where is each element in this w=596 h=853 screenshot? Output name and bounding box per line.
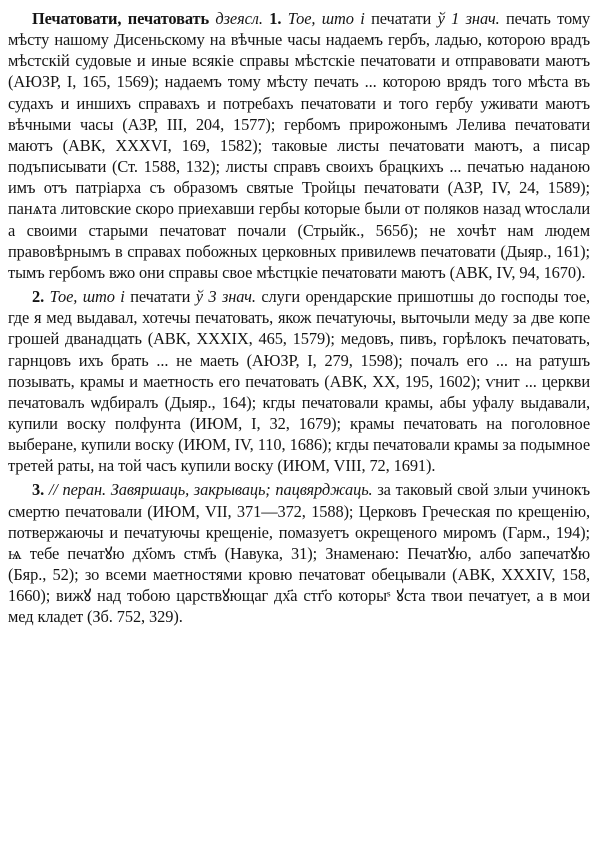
sense-reference-label: знач.	[221, 287, 256, 307]
sense-citations: печать тому мѣсту нашому Дисеньскому на вѣчные часы надаемъ гербъ, ладью, которою врадъ мѣстскій судовые и иные всякіе справы мѣстскіе печатовати и отправовати маютъ (АЮЗР, І, 165, 1569); надаемъ тому мѣсту печать ... которою врядъ того мѣста въ судахъ и иншихъ справахъ и потребахъ печатовати и того гербу уживати маютъ вѣчными часы (АЗР, ІІІ, 204, 1577); гербомъ прирожонымъ Лелива печатовати маютъ (АВК, XXXVI, 169, 1582); таковые листы печатовати маютъ, а писар подъписывати (Ст. 1588, 132); листы справъ своихъ брацкихъ ... печатью наданою имъ отъ патріарха съ образомъ святые Тройцы печатовати (АЗР, IV, 24, 1589); панѧта литовские скоро приехавши гербы которые были от поляков назад ѡтослали а своими старыми печатоват почали (Стрыйк., 565б); не хочѣт нам людем правовѣрнымъ в справах побожных церковных привилеѡв печатовати (Дыяр., 161); тымъ гербомъ вжо они справы свое мѣстцкіе печатовати маютъ (АВК, IV, 94, 1670).	[8, 9, 591, 282]
sense-definition: Тое, што і	[49, 287, 125, 307]
part-of-speech: дзеясл.	[215, 9, 263, 28]
sense-3	[8, 479, 590, 627]
sense-definition-word: печатати	[130, 287, 191, 307]
sense-2	[8, 286, 590, 476]
sense-citations: за таковый свой злыи учинокъ смертю печатовали (ИЮМ, VII, 371—372, 1588); Церковъ Греческая по крещенію, потвержаючы и печатуючы крещеніе, помазуетъ окрещеного миромъ (Гарм., 194); ѩ тебе печатꙋю дх҃омъ стм҃ъ (Навука, 31); Знаменаю: Печатꙋю, албо запечатꙋю (Бяр., 52); зо всеми маетностями кровю печатоват обецывали (АВК, XXXIV, 158, 1660); вижꙋ над тобою царствꙋющаг дх҃а стг҃о которыˢ ꙋста твои печатует, а в мои мед кладет (Зб. 752, 329).	[8, 480, 591, 627]
sense-reference: ў 3	[195, 287, 217, 307]
sense-reference-label: знач.	[465, 9, 500, 28]
headword: Печатовати, печатовать	[32, 9, 210, 28]
dictionary-entry	[8, 8, 590, 628]
sense-citations: слуги орендарские пришотшы до господы тое, где я мед выдавал, хотечы печатовать, якож печатуючы, выточыли меду за две копе грошей дванадцать (АВК, XXXIX, 465, 1579); медовъ, пивъ, горѣлокъ печатовать, гарнцовъ ихъ брать ... не маеть (АЮЗР, І, 279, 1598); почалъ его ... на ратушъ позывать, крамы и маетность его печатовать (АВК, XX, 195, 1602); ѵнит ... церкви печатовалъ ѡдбиралъ (Дыяр., 164); кгды печатовали крамы, абы уфалу выдавали, купили воску полфунта (ИЮМ, І, 32, 1679); крамы печатовать на поголовное выберане, купили воску (ИЮМ, IV, 110, 1686); кгды печатовали крамы за подымное третей раты, на той часъ купили воску (ИЮМ, VIII, 72, 1691).	[8, 287, 591, 476]
sense-definition-word: печатати	[371, 9, 432, 28]
sense-number: 2.	[32, 287, 45, 307]
sense-number: 3.	[32, 480, 45, 500]
sense-definition: Тое, што і	[287, 9, 365, 28]
sense-definition: // перан. Завяршаць, закрываць; пацвярджаць.	[48, 480, 373, 500]
sense-reference: ў 1	[437, 9, 460, 28]
sense-1	[8, 8, 590, 283]
sense-number: 1.	[269, 9, 282, 28]
